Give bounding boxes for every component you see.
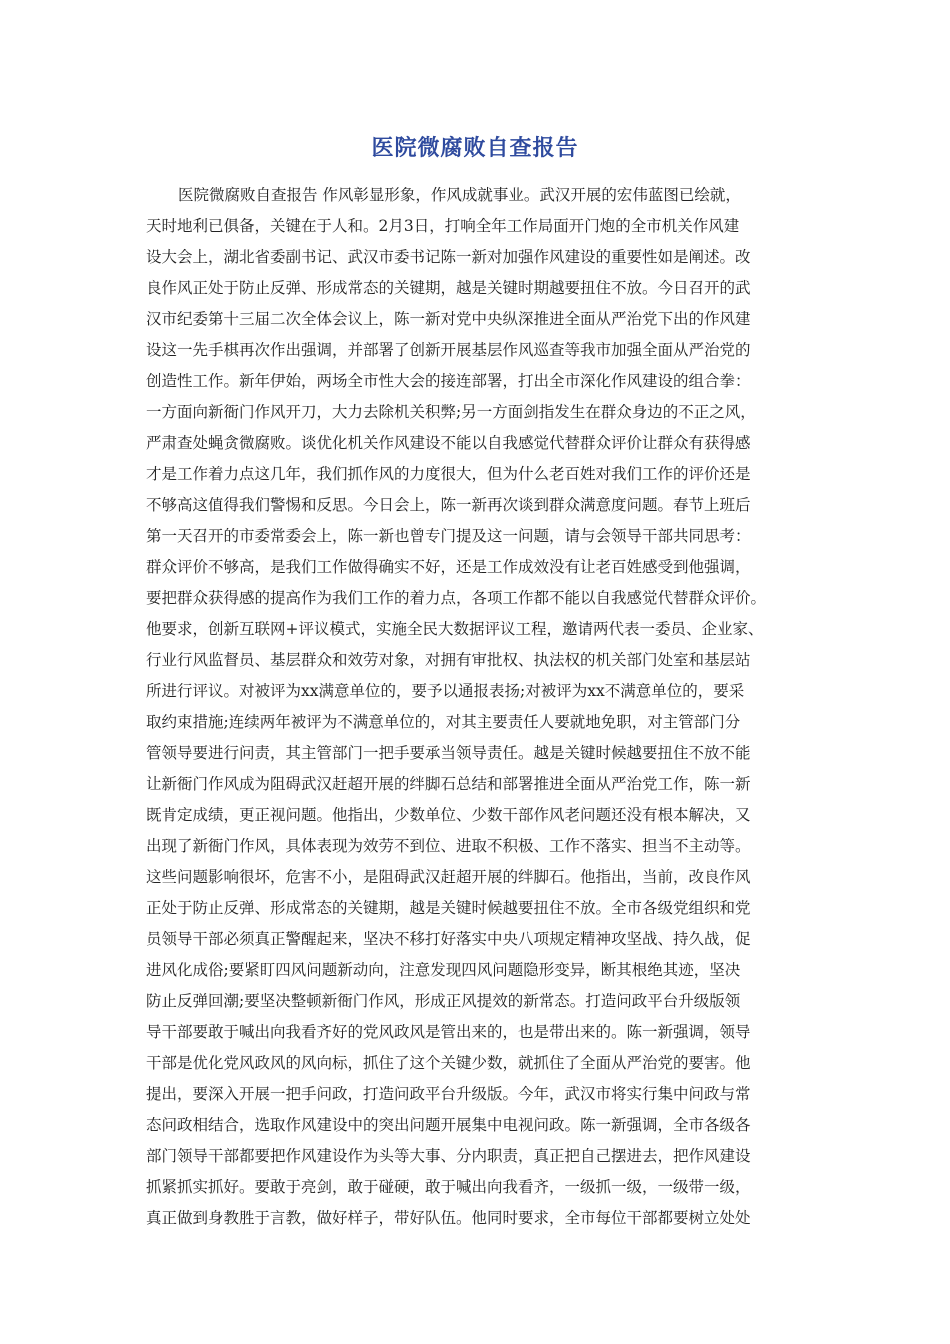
body-line: 导干部要敢于喊出向我看齐好的党风政风是管出来的，也是带出来的。陈一新强调，领导 bbox=[146, 1023, 751, 1041]
body-line: 真正做到身教胜于言教，做好样子，带好队伍。他同时要求，全市每位干部都要树立处处 bbox=[146, 1209, 751, 1227]
body-line: 所进行评议。对被评为xx满意单位的，要予以通报表扬;对被评为xx不满意单位的，要采 bbox=[146, 682, 745, 700]
body-line: 出现了新衙门作风，具体表现为效劳不到位、进取不积极、工作不落实、担当不主动等。 bbox=[146, 837, 751, 855]
body-line: 严肃查处蝇贪微腐败。谈优化机关作风建设不能以自我感觉代替群众评价让群众有获得感 bbox=[146, 434, 751, 452]
body-line: 群众评价不够高，是我们工作做得确实不好，还是工作成效没有让老百姓感受到他强调， bbox=[146, 558, 751, 576]
body-line: 他要求，创新互联网+评议模式，实施全民大数据评议工程，邀请两代表一委员、企业家、 bbox=[146, 620, 764, 638]
body-line: 汉市纪委第十三届二次全体会议上，陈一新对党中央纵深推进全面从严治党下出的作风建 bbox=[146, 310, 751, 328]
body-line: 员领导干部必须真正警醒起来，坚决不移打好落实中央八项规定精神攻坚战、持久战，促 bbox=[146, 930, 751, 948]
body-line: 不够高这值得我们警惕和反思。今日会上，陈一新再次谈到群众满意度问题。春节上班后 bbox=[146, 496, 751, 514]
body-line: 态问政相结合，选取作风建设中的突出问题开展集中电视问政。陈一新强调，全市各级各 bbox=[146, 1116, 751, 1134]
body-line: 正处于防止反弹、形成常态的关键期，越是关键时候越要扭住不放。全市各级党组织和党 bbox=[146, 899, 751, 917]
body-line: 管领导要进行问责，其主管部门一把手要承当领导责任。越是关键时候越要扭住不放不能 bbox=[146, 744, 751, 762]
body-line: 良作风正处于防止反弹、形成常态的关键期，越是关键时期越要扭住不放。今日召开的武 bbox=[146, 279, 751, 297]
body-line: 天时地利已俱备，关键在于人和。2月3日，打响全年工作局面开门炮的全市机关作风建 bbox=[146, 217, 740, 235]
body-line: 这些问题影响很坏，危害不小，是阻碍武汉赶超开展的绊脚石。他指出，当前，改良作风 bbox=[146, 868, 751, 886]
body-line: 让新衙门作风成为阻碍武汉赶超开展的绊脚石总结和部署推进全面从严治党工作，陈一新 bbox=[146, 775, 751, 793]
body-line: 才是工作着力点这几年，我们抓作风的力度很大，但为什么老百姓对我们工作的评价还是 bbox=[146, 465, 751, 483]
body-line: 抓紧抓实抓好。要敢于亮剑，敢于碰硬，敢于喊出向我看齐，一级抓一级，一级带一级， bbox=[146, 1178, 751, 1196]
body-line: 行业行风监督员、基层群众和效劳对象，对拥有审批权、执法权的机关部门处室和基层站 bbox=[146, 651, 751, 669]
body-line: 第一天召开的市委常委会上，陈一新也曾专门提及这一问题，请与会领导干部共同思考： bbox=[146, 527, 751, 545]
body-line: 设大会上，湖北省委副书记、武汉市委书记陈一新对加强作风建设的重要性如是阐述。改 bbox=[146, 248, 751, 266]
body-line: 干部是优化党风政风的风向标，抓住了这个关键少数，就抓住了全面从严治党的要害。他 bbox=[146, 1054, 751, 1072]
document-title: 医院微腐败自查报告 bbox=[371, 136, 579, 161]
body-line: 设这一先手棋再次作出强调，并部署了创新开展基层作风巡查等我市加强全面从严治党的 bbox=[146, 341, 751, 359]
body-line: 创造性工作。新年伊始，两场全市性大会的接连部署，打出全市深化作风建设的组合拳： bbox=[146, 372, 751, 390]
body-line: 医院微腐败自查报告 作风彰显形象，作风成就事业。武汉开展的宏伟蓝图已绘就， bbox=[178, 186, 741, 204]
body-line: 既肯定成绩，更正视问题。他指出，少数单位、少数干部作风老问题还没有根本解决，又 bbox=[146, 806, 751, 824]
body-line: 防止反弹回潮;要坚决整顿新衙门作风，形成正风提效的新常态。打造问政平台升级版领 bbox=[146, 992, 741, 1010]
document-body bbox=[146, 180, 810, 1234]
body-line: 进风化成俗;要紧盯四风问题新动向，注意发现四风问题隐形变异，断其根绝其迹，坚决 bbox=[146, 961, 741, 979]
body-line: 取约束措施;连续两年被评为不满意单位的，对其主要责任人要就地免职，对主管部门分 bbox=[146, 713, 741, 731]
body-line: 要把群众获得感的提高作为我们工作的着力点，各项工作都不能以自我感觉代替群众评价。 bbox=[146, 589, 767, 607]
body-line: 部门领导干部都要把作风建设作为头等大事、分内职责，真正把自己摆进去，把作风建设 bbox=[146, 1147, 751, 1165]
body-line: 一方面向新衙门作风开刀，大力去除机关积弊;另一方面剑指发生在群众身边的不正之风， bbox=[146, 403, 756, 421]
body-line: 提出，要深入开展一把手问政，打造问政平台升级版。今年，武汉市将实行集中问政与常 bbox=[146, 1085, 751, 1103]
